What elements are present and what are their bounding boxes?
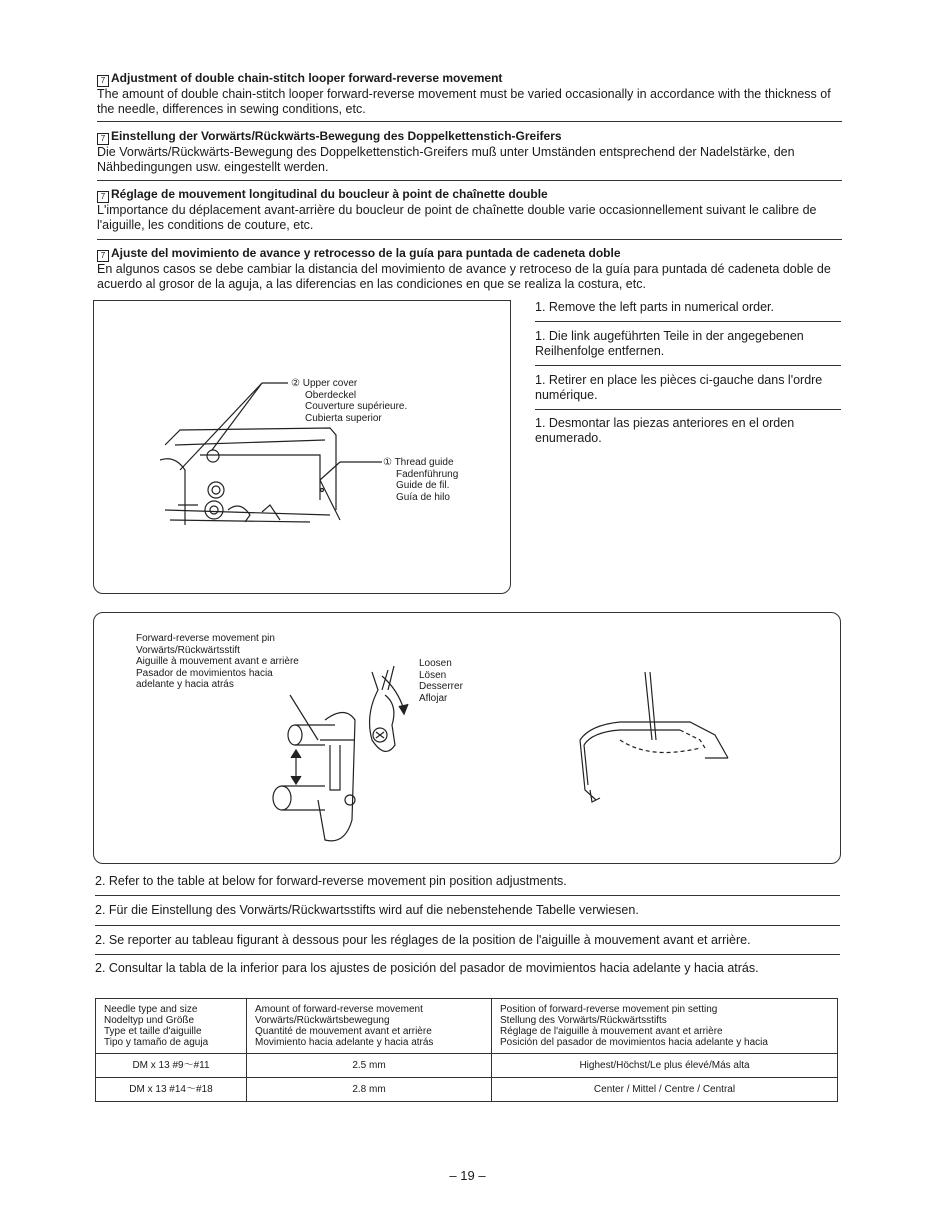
step2-fr: 2. Se reporter au tableau figurant à dessous pour les réglages de la position de l'aiguille à mouvement avant et arrière. bbox=[95, 933, 751, 947]
step2-de: 2. Für die Einstellung des Vorwärts/Rückwartsstifts wird auf die nebenstehende Tabelle verwiesen. bbox=[95, 903, 639, 917]
table-header-row bbox=[96, 999, 838, 1054]
table-row bbox=[96, 1078, 838, 1102]
loosen-label: Loosen Lösen Desserrer Aflojar bbox=[419, 658, 463, 704]
section-body: L'importance du déplacement avant-arrière du boucleur de point de chaînette double varie occasionnellement suivant le calibre de l'aiguille, les conditions de couture, etc. bbox=[97, 203, 817, 232]
section-number: 7 bbox=[97, 75, 109, 87]
thread-guide-number: ① bbox=[383, 457, 392, 468]
section-number: 7 bbox=[97, 191, 109, 203]
adjustment-table bbox=[95, 998, 838, 1102]
section-title: 7 Adjustment of double chain-stitch looper forward-reverse movement bbox=[97, 71, 842, 87]
table-header-cell: Needle type and size Nodeltyp und Größe Type et taille d'aiguille Tipo y tamaño de aguja bbox=[96, 999, 247, 1054]
table-row bbox=[96, 1054, 838, 1078]
divider bbox=[95, 925, 840, 926]
upper-cover-number: ② bbox=[291, 378, 300, 389]
table-header-cell: Amount of forward-reverse movement Vorwärts/Rückwärtsbewegung Quantité de mouvement avant et arrière Movimiento hacia adelante y hacia atrás bbox=[247, 999, 492, 1054]
section-number: 7 bbox=[97, 133, 109, 145]
step1-es: 1. Desmontar las piezas anteriores en el orden enumerado. bbox=[535, 416, 795, 445]
page-number: – 19 – bbox=[449, 1168, 486, 1183]
section-number: 7 bbox=[97, 250, 109, 262]
step1-de: 1. Die link augeführten Teile in der angegebenen Reilhenfolge entfernen. bbox=[535, 329, 804, 358]
divider bbox=[95, 954, 840, 955]
table-cell: 2.8 mm bbox=[247, 1078, 492, 1102]
table-cell: DM x 13 #9～#11 bbox=[96, 1054, 247, 1078]
pin-label: Forward-reverse movement pin Vorwärts/Rückwärtsstift Aiguille à mouvement avant e arrière Pasador de movimientos hacia adelante y hacia atrás bbox=[136, 633, 299, 690]
table-cell: 2.5 mm bbox=[247, 1054, 492, 1078]
step2-en: 2. Refer to the table at below for forward-reverse movement pin position adjustments. bbox=[95, 874, 567, 888]
thread-guide-label: ① Thread guide Fadenführung Guide de fil. Guía de hilo bbox=[383, 457, 459, 503]
step1-en: 1. Remove the left parts in numerical order. bbox=[535, 300, 775, 314]
section-title: 7 Einstellung der Vorwärts/Rückwärts-Bewegung des Doppelkettenstich-Greifers bbox=[97, 129, 842, 145]
upper-cover-label: ② Upper cover Oberdeckel Couverture supérieure. Cubierta superior bbox=[291, 378, 408, 424]
step2-es: 2. Consultar la tabla de la inferior para los ajustes de posición del pasador de movimientos hacia adelante y hacia atrás. bbox=[95, 961, 759, 975]
section-body: En algunos casos se debe cambiar la distancia del movimiento de avance y retroceso de la guía para puntada dé cadeneta doble de acuerdo al grosor de la aguja, a las diferencias en las condiciones en que se realiza la costura, etc. bbox=[97, 262, 831, 291]
section-body: The amount of double chain-stitch looper forward-reverse movement must be varied occasionally in accordance with the thickness of the needle, differences in sewing conditions, etc. bbox=[97, 87, 831, 116]
table-cell: Highest/Höchst/Le plus élevé/Más alta bbox=[492, 1054, 838, 1078]
section-title: 7 Ajuste del movimiento de avance y retrocesso de la guía para puntada de cadeneta doble bbox=[97, 246, 842, 262]
step1-fr: 1. Retirer en place les pièces ci-gauche dans l'ordre numérique. bbox=[535, 373, 823, 402]
section-body: Die Vorwärts/Rückwärts-Bewegung des Doppelkettenstich-Greifers muß unter Umständen entsprechend der Nadelstärke, den Nähbedingungen usw. eingestellt werden. bbox=[97, 145, 795, 174]
table-cell: Center / Mittel / Centre / Central bbox=[492, 1078, 838, 1102]
section-title: 7 Réglage de mouvement longitudinal du boucleur à point de chaînette double bbox=[97, 187, 842, 203]
table-cell: DM x 13 #14～#18 bbox=[96, 1078, 247, 1102]
divider bbox=[95, 895, 840, 896]
table-header-cell: Position of forward-reverse movement pin setting Stellung des Vorwärts/Rückwärtsstifts Réglage de l'aiguille à mouvement avant et arrière Posición del pasador de movimientos hacia adelante y hacia bbox=[492, 999, 838, 1054]
